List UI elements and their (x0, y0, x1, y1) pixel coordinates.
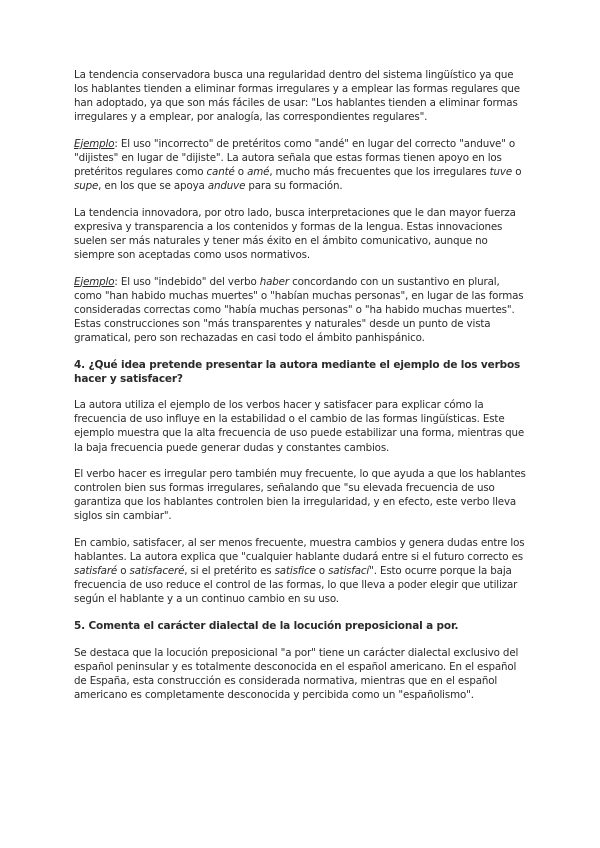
example-1-paragraph: Ejemplo: El uso "incorrecto" de pretéritos como "andé" en lugar del correcto "anduve" o "dijistes" en lugar de "dijiste". La autora señala que estas formas tienen apoyo en los pretéritos regulares como canté o amé, mucho más frecuentes que los irregulares tuve o supe, en los que se apoya anduve para su formación. (74, 137, 522, 193)
question-4-paragraph-1: La autora utiliza el ejemplo de los verbos hacer y satisfacer para explicar cómo la frecuencia de uso influye en la estabilidad o el cambio de las formas lingüísticas. Este ejemplo muestra que la alta frecuencia de uso puede estabilizar una forma, mientras que la baja frecuencia puede generar dudas y constantes cambios. (74, 399, 525, 454)
question-4-paragraph-3: En cambio, satisfacer, al ser menos frecuente, muestra cambios y genera dudas entre los hablantes. La autora explica que "cualquier hablante dudará entre si el futuro correcto es satisfaré o satisfaceré, si el pretérito es satisfice o satisfací". Esto ocurre porque la baja frecuencia de uso reduce el control de las formas, lo que lleva a poder elegir que utilizar según el hablante y a un continuo cambio en su uso. (74, 537, 525, 606)
example-2-paragraph: Ejemplo: El uso "indebido" del verbo haber concordando con un sustantivo en plural, como "han habido muchas muertes" o "habían muchas personas", en lugar de las formas consideradas correctas como "había muchas personas" o "ha habido muchas muertes". Estas construcciones son "más transparentes y naturales" desde un punto de vista gramatical, pero son rechazadas en casi todo el ámbito panhispánico. (74, 275, 524, 344)
question-5-heading: 5. Comenta el carácter dialectal de la locución preposicional a por. (74, 620, 459, 632)
intro-paragraph: La tendencia conservadora busca una regularidad dentro del sistema lingüístico ya que los hablantes tienden a eliminar formas irregulares y a emplear las formas regulares que han adoptado, ya que son más fáciles de usar: "Los hablantes tienden a eliminar formas irregulares y a emplear, por analogía, las correspondientes regulares". (74, 69, 520, 124)
example-label: Ejemplo (74, 275, 115, 288)
question-5-paragraph: Se destaca que la locución preposicional "a por" tiene un carácter dialectal exclusivo del español peninsular y es totalmente desconocida en el español americano. En el español de España, esta construcción es considerada normativa, mientras que en el español americano es completamente desconocida y percibida como un "españolismo". (74, 646, 519, 701)
innovative-paragraph: La tendencia innovadora, por otro lado, busca interpretaciones que le dan mayor fuerza expresiva y transparencia a los contenidos y formas de la lengua. Estas innovaciones suelen ser más naturales y tener más éxito en el ámbito comunicativo, aunque no siempre son aceptadas como usos normativos. (74, 206, 516, 262)
question-4-heading: 4. ¿Qué idea pretende presentar la autora mediante el ejemplo de los verbos hacer y satisfacer? (74, 358, 521, 385)
example-label: Ejemplo (74, 137, 115, 150)
question-4-paragraph-2: El verbo hacer es irregular pero también muy frecuente, lo que ayuda a que los hablantes controlen bien sus formas irregulares, señalando que "su elevada frecuencia de uso garantiza que los hablantes controlen bien la irregularidad, y en efecto, este verbo lleva siglos sin cambiar". (74, 468, 526, 523)
